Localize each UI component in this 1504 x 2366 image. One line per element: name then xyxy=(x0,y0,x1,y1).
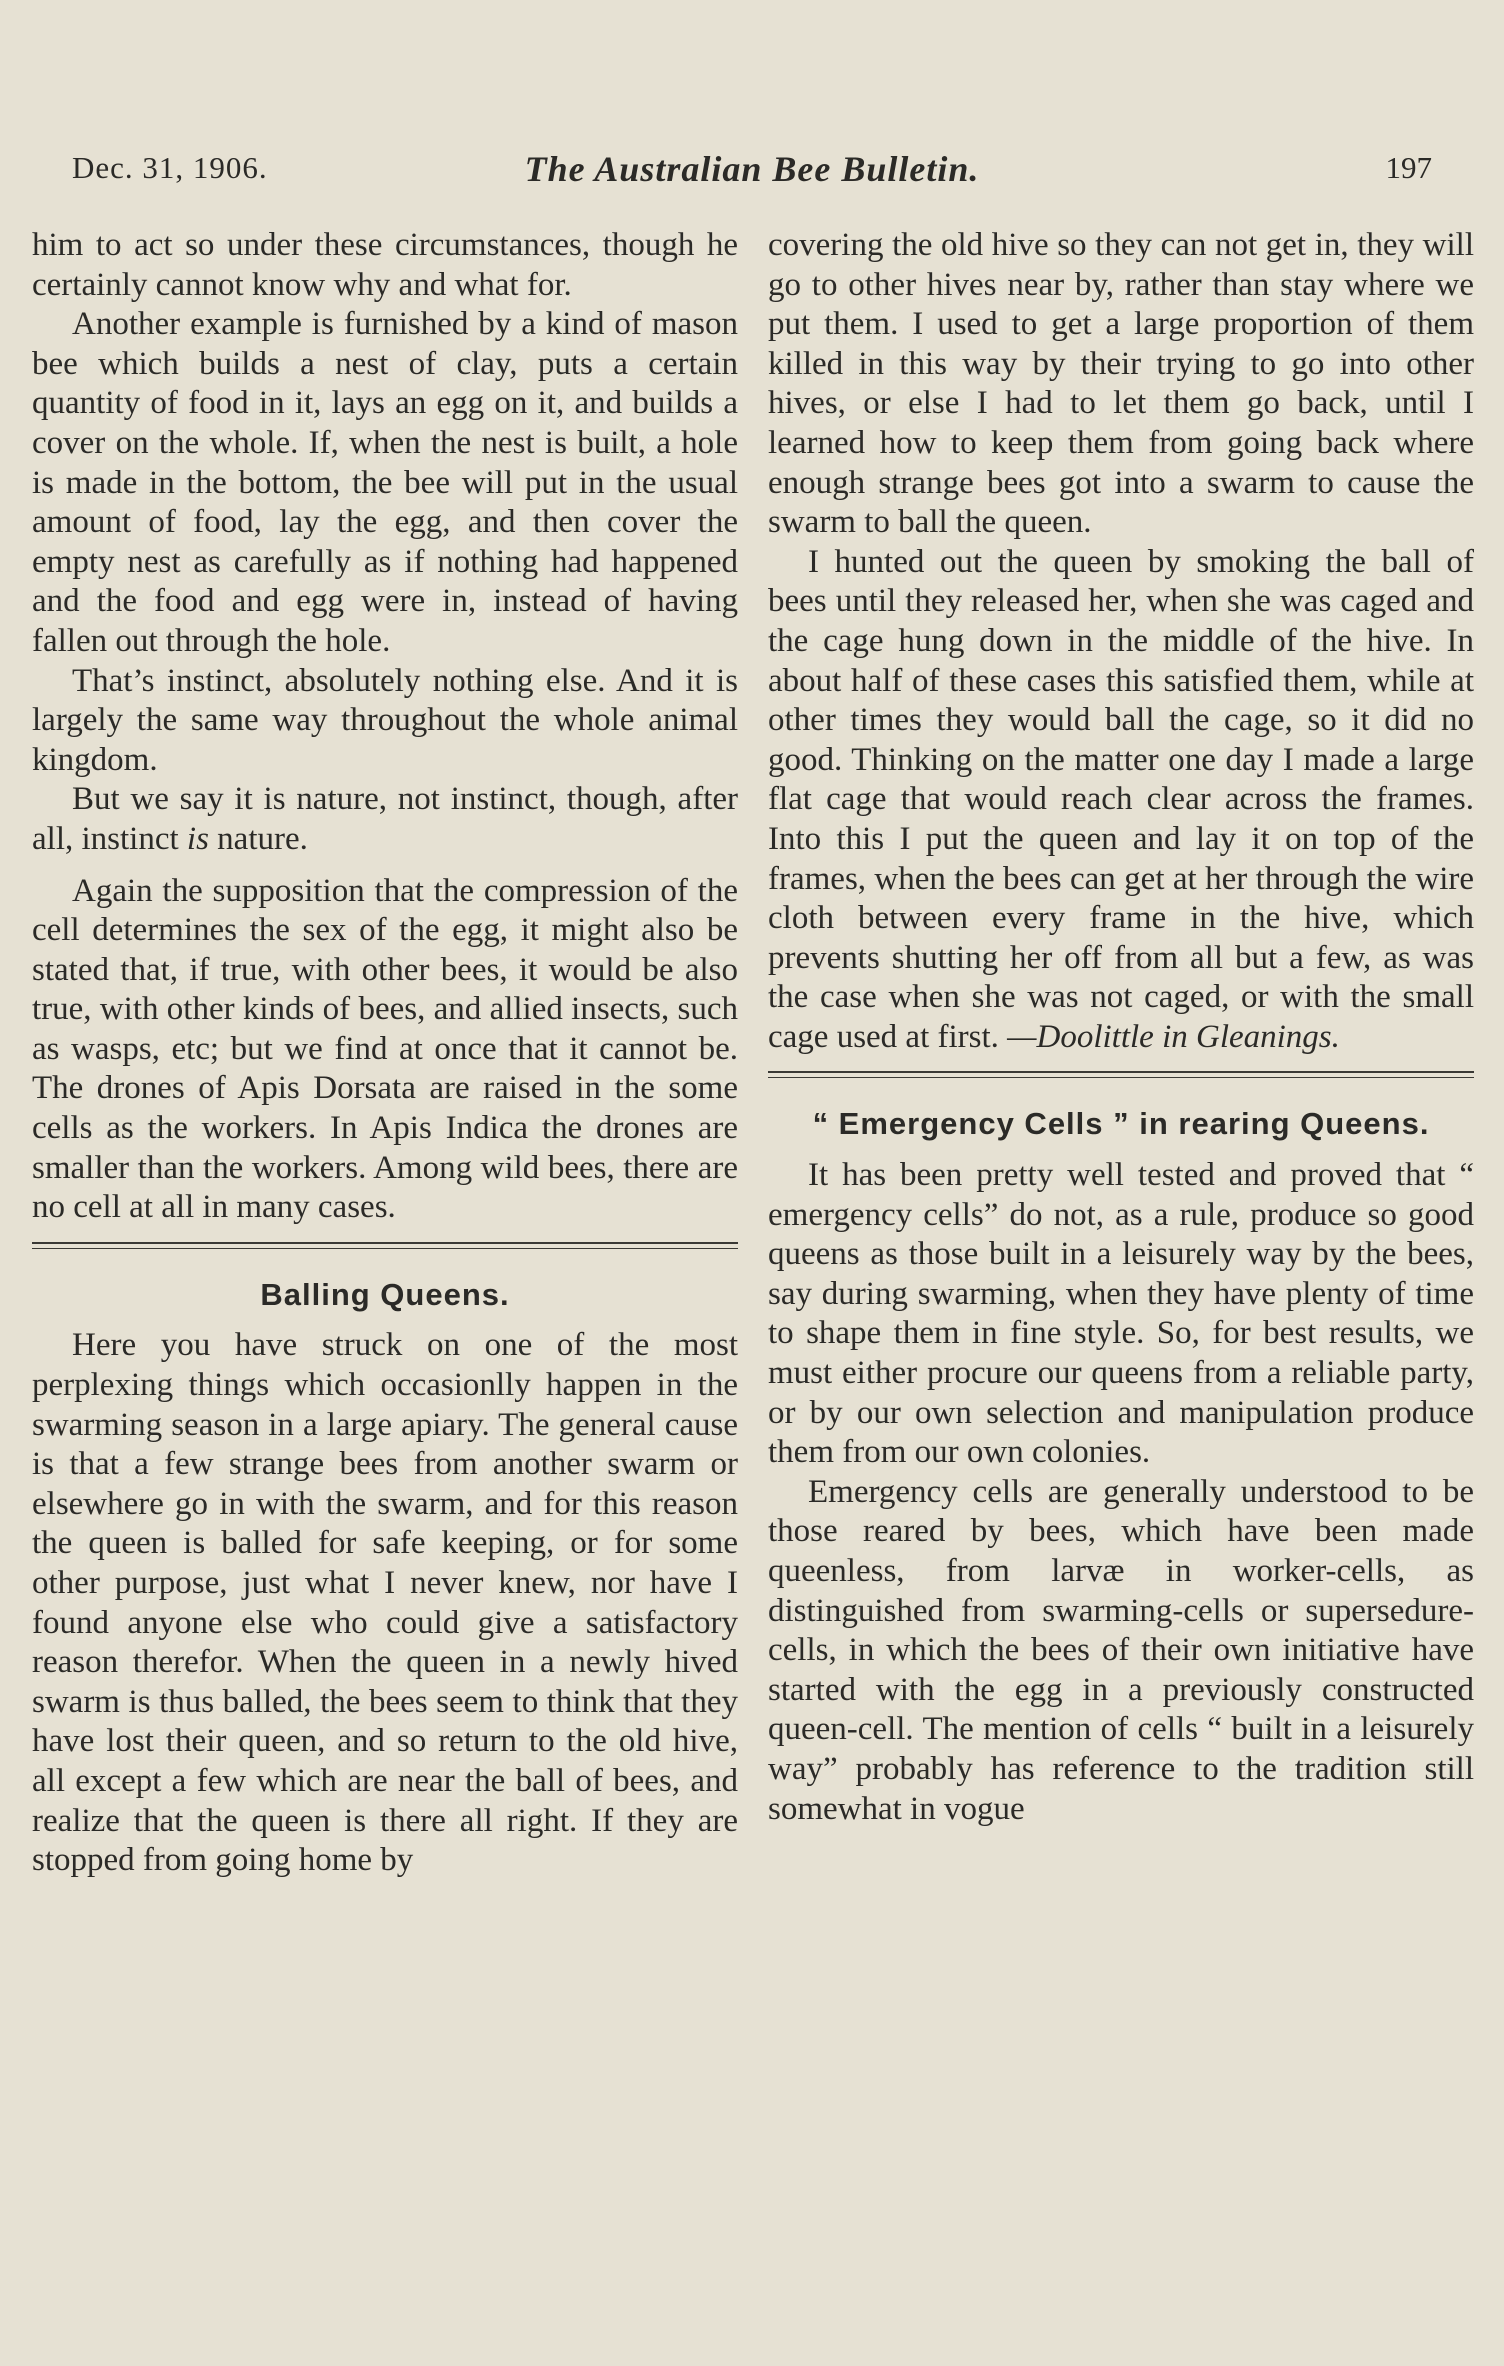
running-header xyxy=(72,150,1432,200)
page-number: 197 xyxy=(1385,150,1432,185)
section-divider xyxy=(32,1242,738,1249)
paragraph: Again the supposition that the compression of the cell determines the sex of the egg, it might also be stated that, if true, with other bees, it would be also true, with other kinds of bees, and allied insects, such as wasps, etc; but we find at once that it cannot be. The drones of Apis Dorsata are raised in the some cells as the workers. In Apis Indica the drones are smaller than the workers. Among wild bees, there are no cell at all in many cases. xyxy=(32,872,738,1226)
text-run: But we say it is nature, not instinct, though, after all, instinct xyxy=(32,781,738,857)
spacer xyxy=(768,1144,1474,1156)
text-run: I hunted out the queen by smoking the ball of bees until they released her, when she was caged and the cage hung down in the middle of the hive. In about half of these cases this satisfied them, while at other times they would ball the cage, so it did no good. Thinking on the matter one day I made a large flat cage that would reach clear across the frames. Into this I put the queen and lay it on top of the frames, when the bees can get at her through the wire cloth between every frame in the hive, which prevents shutting her off from all but a few, as was the case when she was not caged, or with the small cage used at first. xyxy=(768,543,1474,1055)
paragraph: covering the old hive so they can not get in, they will go to other hives near by, rather than stay where we put them. I used to get a large proportion of them killed in this way by their trying to go into other hives, or else I had to let them go back, until I learned how to keep them from going back where enough strange bees got into a swarm to cause the swarm to ball the queen. xyxy=(768,227,1474,541)
issue-date: Dec. 31, 1906. xyxy=(72,150,268,185)
spacer xyxy=(32,860,738,872)
paragraph: That’s instinct, absolutely nothing else. And it is largely the same way throughout the whole animal kingdom. xyxy=(32,662,738,778)
spacer xyxy=(32,1314,738,1326)
section-heading: “ Emergency Cells ” in rearing Queens. xyxy=(812,1106,1430,1142)
section-heading: Balling Queens. xyxy=(260,1276,510,1312)
paragraph: Another example is furnished by a kind of mason bee which builds a nest of clay, puts a certain quantity of food in it, lays an egg on it, and builds a cover on the whole. If, when the nest is built, a hole is made in the bottom, the bee will put in the usual amount of food, lay the egg, and then cover the empty nest as carefully as if nothing had happened and the food and egg were in, instead of having fallen out through the hole. xyxy=(32,306,738,659)
italic-word: is xyxy=(186,820,209,857)
paragraph: It has been pretty well tested and proved that “ emergency cells” do not, as a rule, produce so good queens as those built in a leisurely way by the bees, say during swarming, when they have plenty of time to shape them in fine style. So, for best results, we must either procure our queens from a reliable party, or by our own selection and manipulation produce them from our own colonies. xyxy=(768,1157,1474,1471)
left-column xyxy=(32,226,738,1881)
source-credit: —Doolittle in Gleanings. xyxy=(1007,1018,1340,1055)
section-divider xyxy=(768,1071,1474,1078)
paragraph: him to act so under these circumstances, though he certainly cannot know why and what for. xyxy=(32,227,738,303)
text-run: nature. xyxy=(208,820,308,857)
paragraph: Emergency cells are generally understood to be those reared by bees, which have been made queenless, from larvæ in worker-cells, as distinguished from swarming-cells or supersedure-cells, in which the bees of their own initiative have started with the egg in a previously constructed queen-cell. The mention of cells “ built in a leisurely way” probably has reference to the tradition still somewhat in vogue xyxy=(768,1473,1474,1827)
journal-title: The Australian Bee Bulletin. xyxy=(524,149,980,189)
right-column xyxy=(768,226,1474,1829)
paragraph: Here you have struck on one of the most perplexing things which occasionlly happen in the swarming season in a large apiary. The general cause is that a few strange bees from another swarm or elsewhere go in with the swarm, and for this reason the queen is balled for safe keeping, or for some other purpose, just what I never knew, nor have I found anyone else who could give a satisfactory reason therefor. When the queen in a newly hived swarm is thus balled, the bees seem to think that they have lost their queen, and so return to the old hive, all except a few which are near the ball of bees, and realize that the queen is there all right. If they are stopped from going home by xyxy=(32,1327,738,1879)
paragraph xyxy=(32,780,738,859)
paragraph xyxy=(768,543,1474,1058)
